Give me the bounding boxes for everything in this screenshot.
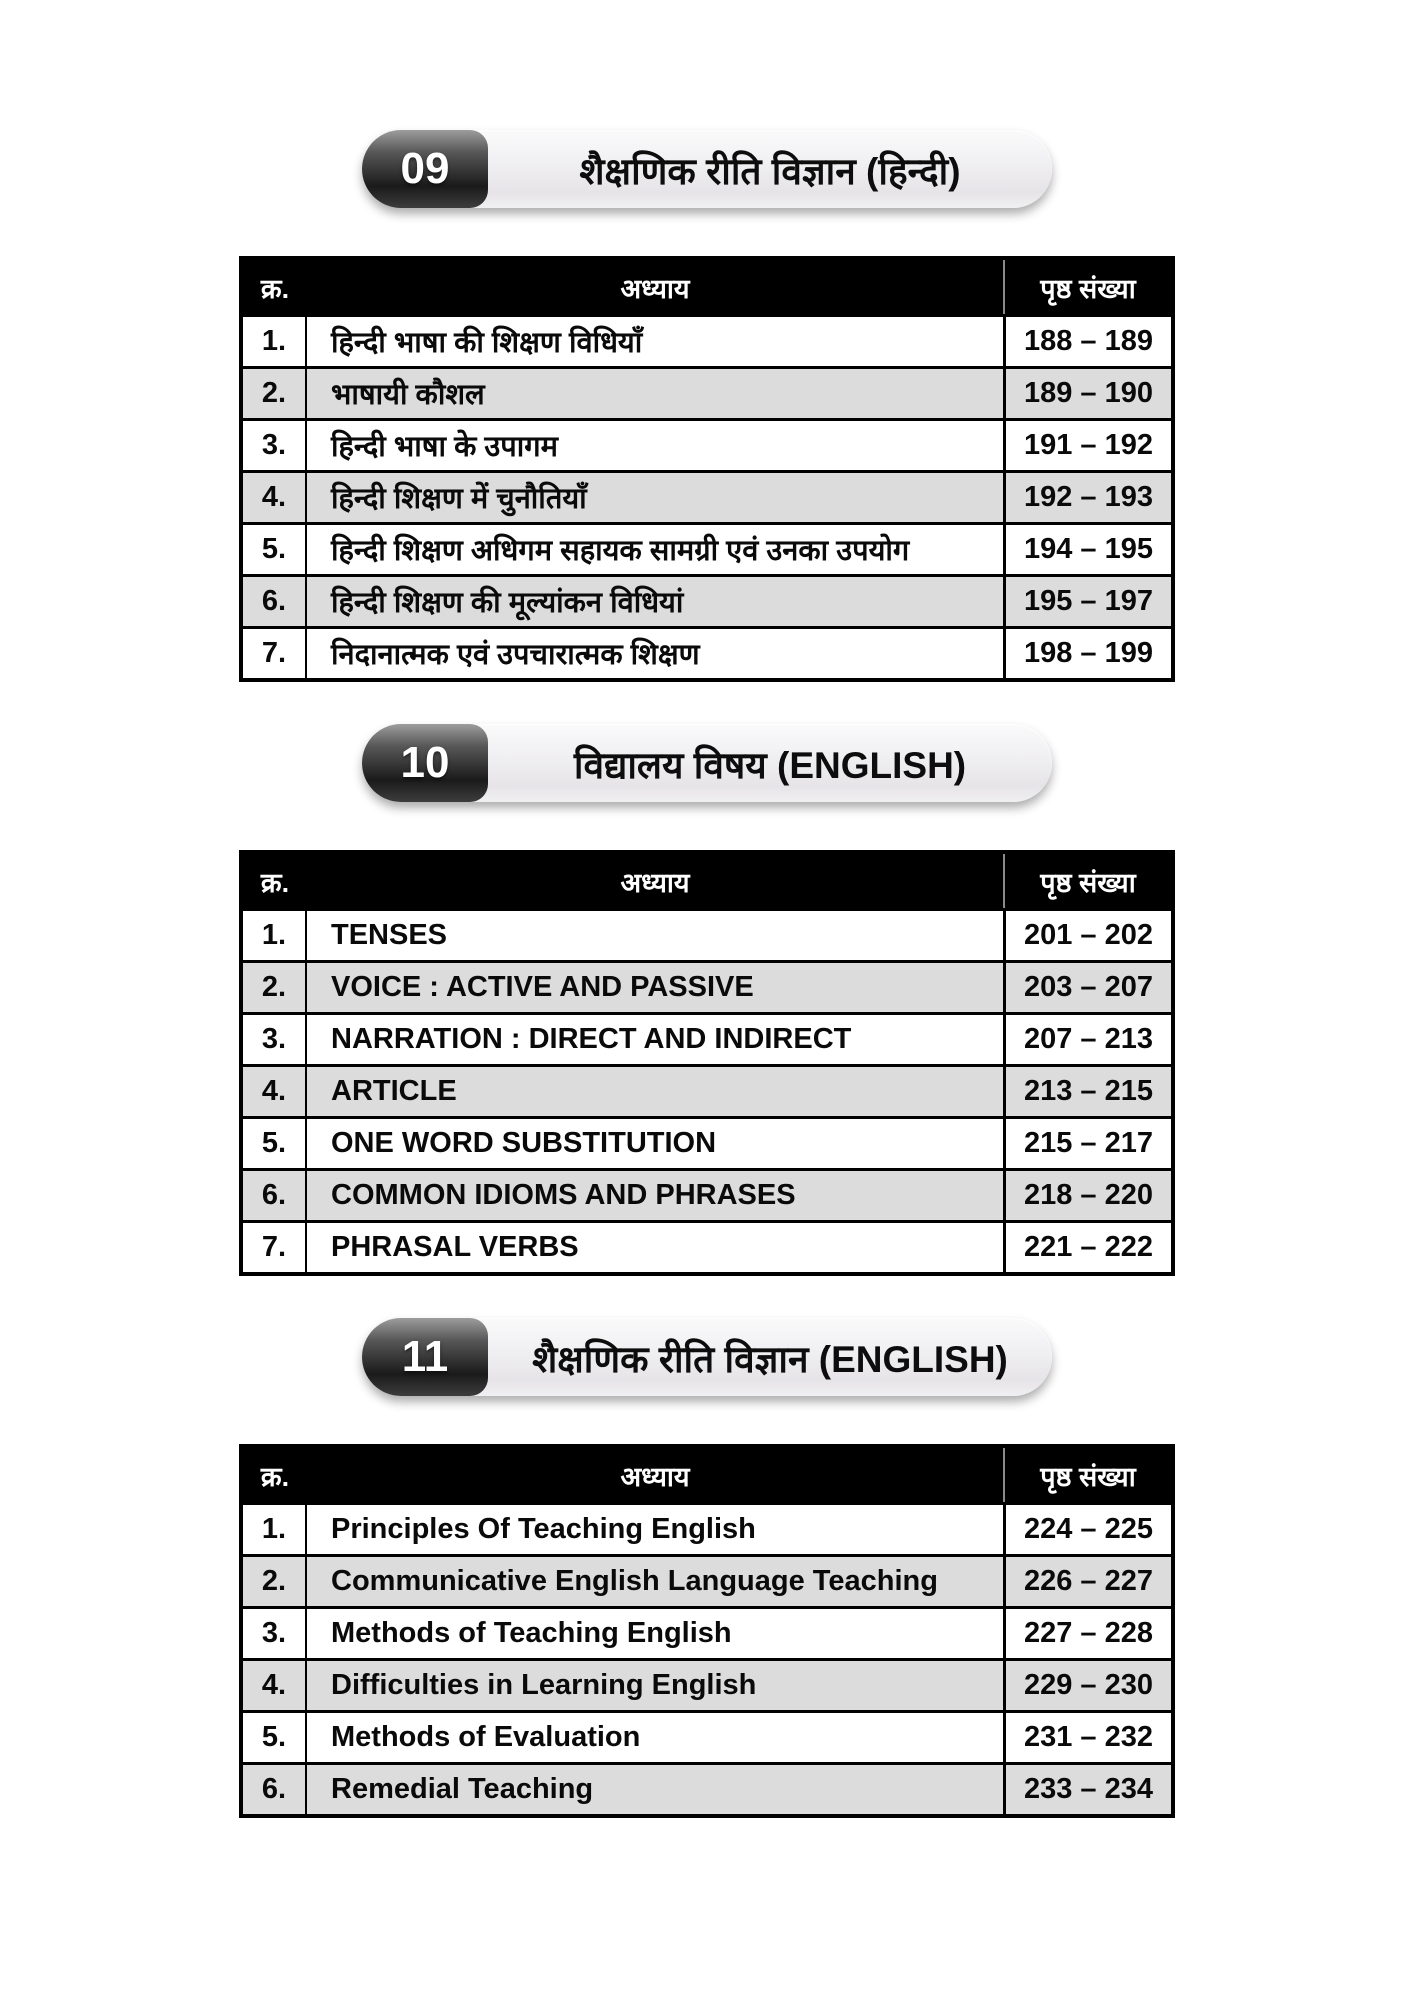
row-chapter-name: हिन्दी शिक्षण में चुनौतियाँ: [331, 483, 587, 515]
table-row: [243, 1710, 1171, 1762]
row-chapter-name: VOICE : ACTIVE AND PASSIVE: [331, 971, 754, 1003]
row-serial: 5.: [243, 1713, 307, 1762]
table-row: [243, 470, 1171, 522]
table-header-row: [243, 854, 1171, 908]
row-serial: 4.: [243, 473, 307, 522]
row-chapter-name: NARRATION : DIRECT AND INDIRECT: [331, 1023, 852, 1055]
row-serial: 5.: [243, 525, 307, 574]
row-chapter-name: PHRASAL VERBS: [331, 1231, 579, 1263]
header-pages: पृष्ठ संख्या: [1003, 854, 1171, 908]
row-serial: 6.: [243, 1765, 307, 1814]
row-page-range: 224 – 225: [1003, 1505, 1171, 1554]
header-pages: पृष्ठ संख्या: [1003, 1448, 1171, 1502]
row-serial: 6.: [243, 577, 307, 626]
row-page-range: 188 – 189: [1003, 317, 1171, 366]
table-header-row: [243, 1448, 1171, 1502]
row-chapter-name: हिन्दी शिक्षण अधिगम सहायक सामग्री एवं उनका उपयोग: [331, 535, 910, 567]
table-row: [243, 418, 1171, 470]
section-header-09: [362, 130, 1052, 208]
row-serial: 6.: [243, 1171, 307, 1220]
toc-table-11: [239, 1444, 1175, 1818]
row-page-range: 233 – 234: [1003, 1765, 1171, 1814]
header-chapter: अध्याय: [620, 867, 690, 898]
row-serial: 5.: [243, 1119, 307, 1168]
table-row: [243, 366, 1171, 418]
row-page-range: 226 – 227: [1003, 1557, 1171, 1606]
section-number-badge: 09: [362, 130, 488, 208]
row-page-range: 207 – 213: [1003, 1015, 1171, 1064]
table-body: [243, 314, 1171, 678]
table-row: [243, 522, 1171, 574]
row-chapter-name: Methods of Evaluation: [331, 1721, 641, 1753]
table-row: [243, 1220, 1171, 1272]
row-page-range: 213 – 215: [1003, 1067, 1171, 1116]
table-row: [243, 1762, 1171, 1814]
row-page-range: 221 – 222: [1003, 1223, 1171, 1272]
header-chapter: अध्याय: [620, 1461, 690, 1492]
row-page-range: 231 – 232: [1003, 1713, 1171, 1762]
table-row: [243, 1502, 1171, 1554]
row-serial: 2.: [243, 1557, 307, 1606]
table-row: [243, 574, 1171, 626]
row-chapter-name: TENSES: [331, 919, 448, 951]
header-serial: क्र.: [260, 273, 290, 304]
row-serial: 3.: [243, 421, 307, 470]
row-page-range: 191 – 192: [1003, 421, 1171, 470]
table-row: [243, 1658, 1171, 1710]
table-row: [243, 908, 1171, 960]
section-title: विद्यालय विषय (ENGLISH): [573, 744, 967, 786]
row-page-range: 189 – 190: [1003, 369, 1171, 418]
table-row: [243, 626, 1171, 678]
row-chapter-name: हिन्दी भाषा की शिक्षण विधियाँ: [331, 327, 643, 359]
row-chapter-name: Communicative English Language Teaching: [331, 1565, 938, 1597]
header-pages: पृष्ठ संख्या: [1003, 260, 1171, 314]
table-row: [243, 1554, 1171, 1606]
row-serial: 7.: [243, 629, 307, 678]
section-title: शैक्षणिक रीति विज्ञान (ENGLISH): [532, 1338, 1008, 1380]
row-serial: 3.: [243, 1609, 307, 1658]
row-page-range: 194 – 195: [1003, 525, 1171, 574]
row-chapter-name: Remedial Teaching: [331, 1773, 594, 1805]
row-page-range: 198 – 199: [1003, 629, 1171, 678]
row-serial: 1.: [243, 317, 307, 366]
row-chapter-name: निदानात्मक एवं उपचारात्मक शिक्षण: [331, 639, 700, 671]
toc-table-09: [239, 256, 1175, 682]
row-chapter-name: हिन्दी भाषा के उपागम: [331, 431, 558, 463]
row-chapter-name: हिन्दी शिक्षण की मूल्यांकन विधियां: [331, 587, 684, 619]
table-header-row: [243, 260, 1171, 314]
row-page-range: 195 – 197: [1003, 577, 1171, 626]
section-header-11: [362, 1318, 1052, 1396]
row-chapter-name: COMMON IDIOMS AND PHRASES: [331, 1179, 796, 1211]
row-serial: 1.: [243, 911, 307, 960]
row-page-range: 229 – 230: [1003, 1661, 1171, 1710]
table-row: [243, 1064, 1171, 1116]
row-chapter-name: ARTICLE: [331, 1075, 457, 1107]
section-number-badge: 11: [362, 1318, 488, 1396]
toc-table-10: [239, 850, 1175, 1276]
section-title: शैक्षणिक रीति विज्ञान (हिन्दी): [579, 150, 961, 192]
table-row: [243, 1606, 1171, 1658]
row-chapter-name: Methods of Teaching English: [331, 1617, 732, 1649]
row-serial: 7.: [243, 1223, 307, 1272]
header-serial: क्र.: [260, 867, 290, 898]
table-row: [243, 960, 1171, 1012]
row-serial: 2.: [243, 369, 307, 418]
header-chapter: अध्याय: [620, 273, 690, 304]
table-row: [243, 1116, 1171, 1168]
row-serial: 3.: [243, 1015, 307, 1064]
row-page-range: 203 – 207: [1003, 963, 1171, 1012]
row-page-range: 201 – 202: [1003, 911, 1171, 960]
row-serial: 2.: [243, 963, 307, 1012]
row-page-range: 218 – 220: [1003, 1171, 1171, 1220]
table-body: [243, 908, 1171, 1272]
table-row: [243, 1168, 1171, 1220]
row-serial: 1.: [243, 1505, 307, 1554]
row-chapter-name: Principles Of Teaching English: [331, 1513, 756, 1545]
section-header-10: [362, 724, 1052, 802]
row-page-range: 215 – 217: [1003, 1119, 1171, 1168]
section-number-badge: 10: [362, 724, 488, 802]
table-body: [243, 1502, 1171, 1814]
row-chapter-name: Difficulties in Learning English: [331, 1669, 757, 1701]
row-page-range: 227 – 228: [1003, 1609, 1171, 1658]
header-serial: क्र.: [260, 1461, 290, 1492]
row-serial: 4.: [243, 1067, 307, 1116]
table-row: [243, 1012, 1171, 1064]
row-page-range: 192 – 193: [1003, 473, 1171, 522]
row-chapter-name: ONE WORD SUBSTITUTION: [331, 1127, 717, 1159]
row-serial: 4.: [243, 1661, 307, 1710]
top-margin: [0, 0, 1414, 130]
row-chapter-name: भाषायी कौशल: [331, 379, 485, 411]
table-row: [243, 314, 1171, 366]
